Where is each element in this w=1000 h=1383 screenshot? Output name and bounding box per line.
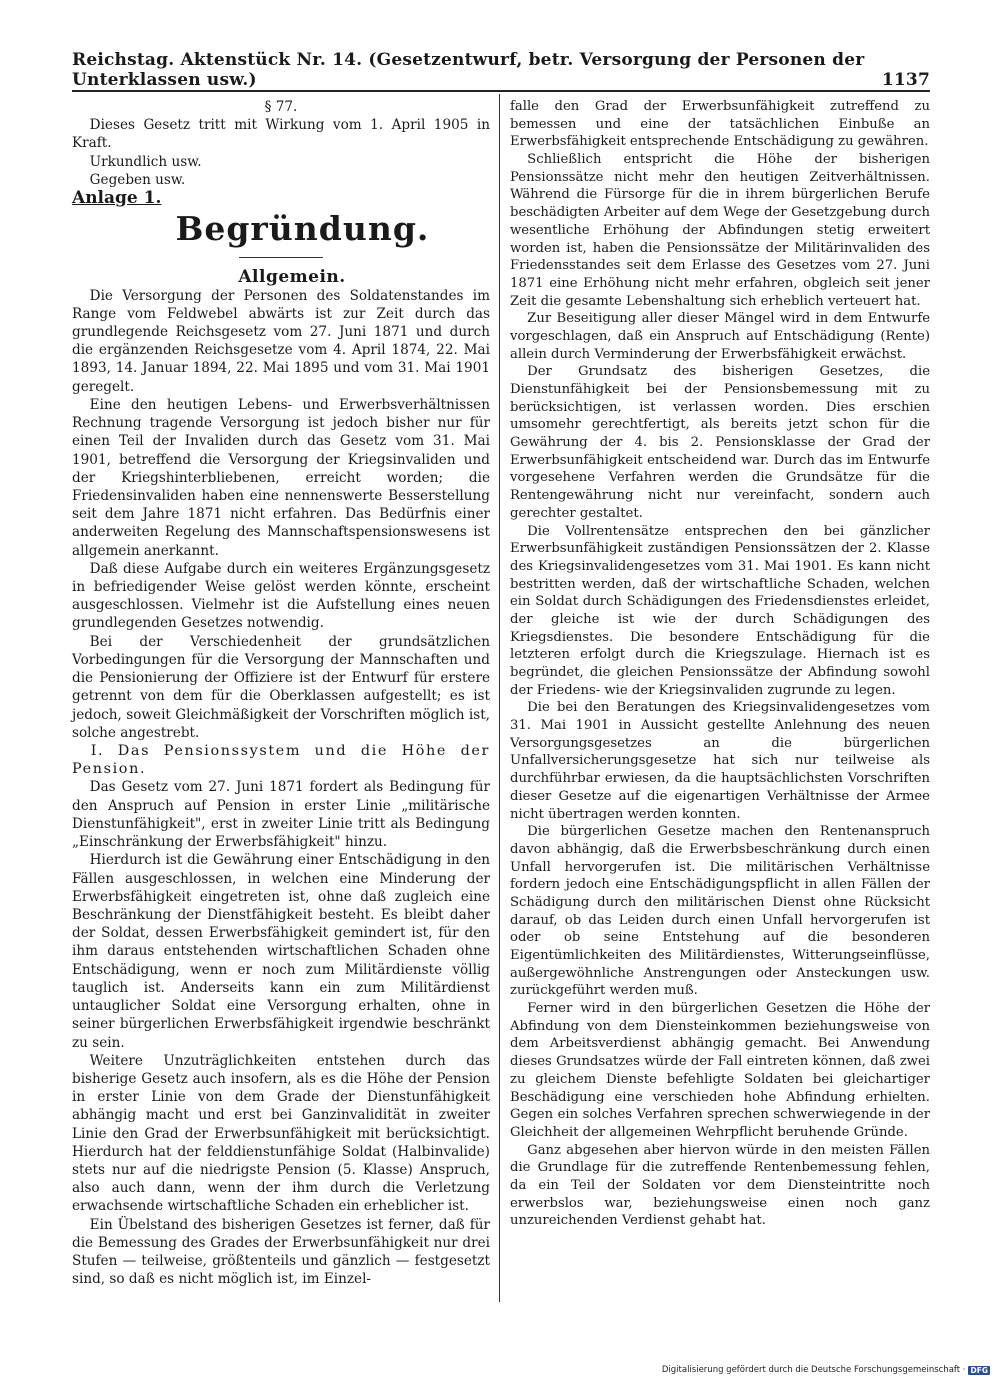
paragraph: falle den Grad der Erwerbsunfähigkeit zutreffend zu bemessen und eine der tatsächlichen Einbuße an Erwerbsfähigkeit entsprechende Entschädigung zu gewähren. <box>510 99 930 150</box>
paragraph: Zur Beseitigung aller dieser Mängel wird in dem Entwurfe vorgeschlagen, daß ein Anspruch auf Entschädigung (Rente) allein durch Verminderung der Erwerbsfähigkeit erwächst. <box>510 311 930 362</box>
paragraph: Die bürgerlichen Gesetze machen den Rentenanspruch davon abhängig, daß die Erwerbsbeschränkung durch einen Unfall hervorgerufen ist. Die militärischen Verhältnisse fordern jedoch eine Entschädigungspflicht in allen Fällen der Schädigung durch den militärischen Dienst ohne Rücksicht darauf, ob das Leiden durch einen Unfall hervorgerufen ist oder ob seine Entstehung auf die besonderen Eigentümlichkeiten des Militärdienstes, Witterungseinflüsse, außergewöhnliche Anstrengungen oder Ansteckungen usw. zurückgeführt werden muß. <box>510 824 930 999</box>
right-column <box>510 98 930 1230</box>
paragraph: Ferner wird in den bürgerlichen Gesetzen die Höhe der Abfindung von dem Diensteinkommen beziehungsweise von dem Arbeitsverdienst abhängig gemacht. Bei Anwendung dieses Grundsatzes würde der Fall eintreten können, daß zwei zu gleichem Dienste befehligte Soldaten bei gleichartiger Beschädigung eine verschieden hohe Abfindung erhielten. Gegen ein solches Verfahren sprechen schwerwiegende in der Gleichheit der allgemeinen Wehrpflicht beruhende Gründe. <box>510 1001 930 1140</box>
dfg-logo: DFG <box>970 1365 988 1375</box>
header-title: Reichstag. Aktenstück Nr. 14. (Gesetzentwurf, betr. Versorgung der Personen der Unterklassen usw.) <box>72 50 865 90</box>
paragraph: Weitere Unzuträglichkeiten entstehen durch das bisherige Gesetz auch insofern, als es die Höhe der Pension in erster Linie von dem Grade der Dienstunfähigkeit abhängig macht und erst bei Ganzinvalidität in zweiter Linie den Grad der Erwerbsunfähigkeit mit berücksichtigt. Hierdurch hat der felddienstunfähige Soldat (Halbinvalide) stets nur auf die niedrigste Pension (5. Klasse) Anspruch, also auch dann, wenn der ihm durch die Verletzung erwachsende wirtschaftliche Schaden ein erheblicher ist. <box>72 1052 490 1215</box>
paragraph: Urkundlich usw. <box>89 153 202 170</box>
paragraph: Das Gesetz vom 27. Juni 1871 fordert als Bedingung für den Anspruch auf Pension in erster Linie „militärische Dienstunfähigkeit", erst in zweiter Linie tritt als Bedingung „Einschränkung der Erwerbsfähigkeit" hinzu. <box>72 779 490 851</box>
column-divider <box>499 94 500 1302</box>
paragraph: Der Grundsatz des bisherigen Gesetzes, die Dienstunfähigkeit bei der Pensionsbemessung mit zu berücksichtigen, ist verlassen worden. Dies erschien umsomehr gerechtfertigt, als bereits jetzt schon für die Gewährung der 4. bis 2. Pensionsklasse der Grad der Erwerbsunfähigkeit entscheidend war. Durch das im Entwurfe vorgesehene Verfahren werden die Grundsätze für die Rentengewährung nicht nur vereinfacht, sondern auch gerechter gestaltet. <box>510 364 930 521</box>
paragraph: Die bei den Beratungen des Kriegsinvalidengesetzes vom 31. Mai 1901 in Aussicht gestellte Anlehnung des neuen Versorgungsgesetzes an die bürgerlichen Unfallversicherungsgesetze hat sich nur teilweise als durchführbar erwiesen, da die hauptsächlichsten Vorschriften dieser Gesetze auf die eigenartigen Verhältnisse der Armee nicht übertragen werden konnten. <box>510 700 930 822</box>
subtitle: Allgemein. <box>238 267 346 288</box>
section-heading: I. Das Pensionssystem und die Höhe der Pension. <box>72 743 490 778</box>
paragraph: Die Versorgung der Personen des Soldatenstandes im Range vom Feldwebel abwärts ist zur Zeit durch das grundlegende Reichsgesetz vom 27. Juni 1871 und durch die ergänzenden Reichsgesetze vom 4. April 1874, 22. Mai 1893, 14. Januar 1894, 22. Mai 1895 und vom 31. Mai 1901 geregelt. <box>72 287 490 395</box>
paragraph: Gegeben usw. <box>89 171 186 188</box>
page-title: Begründung. <box>175 209 430 249</box>
paragraph: Eine den heutigen Lebens- und Erwerbsverhältnissen Rechnung tragende Versorgung ist jedoch bisher nur für einen Teil der Invaliden durch das Gesetz vom 31. Mai 1901, betreffend die Versorgung der Kriegsinvaliden und der Kriegshinterbliebenen, erreicht worden; die Friedensinvaliden haben eine nennenswerte Besserstellung seit dem Jahre 1871 nicht erfahren. Das Bedürfnis einer anderweiten Regelung des Mannschaftspensionswesens ist allgemein anerkannt. <box>72 396 490 559</box>
section-number: § 77. <box>264 99 298 115</box>
credit-text: Digitalisierung gefördert durch die Deutsche Forschungsgemeinschaft · <box>661 1365 966 1375</box>
paragraph: Ein Übelstand des bisherigen Gesetzes ist ferner, daß für die Bemessung des Grades der Erwerbsunfähigkeit nur drei Stufen — teilweise, größtenteils und gänzlich — festgesetzt sind, so daß es nicht möglich ist, im Einzel- <box>72 1216 490 1288</box>
paragraph: Schließlich entspricht die Höhe der bisherigen Pensionssätze nicht mehr den heutigen Zeitverhältnissen. Während die Fürsorge für die in ihrem bürgerlichen Berufe beschädigten Arbeiter auf dem Wege der Gesetzgebung durch wesentliche Erhöhung der Abfindungen stetig erweitert worden ist, haben die Pensionssätze der Militärinvaliden des Friedensstandes seit dem Erlasse des Gesetzes vom 27. Juni 1871 eine Erhöhung nicht mehr erfahren, obgleich seit jener Zeit die gesamte Lebenshaltung sich erheblich verteuert hat. <box>510 152 930 309</box>
paragraph: Hierdurch ist die Gewährung einer Entschädigung in den Fällen ausgeschlossen, in welchen eine Minderung der Erwerbsfähigkeit eingetreten ist, ohne daß zugleich eine Beschränkung der Dienstfähigkeit besteht. Es bleibt daher der Soldat, dessen Erwerbsfähigkeit gemindert ist, für den ihm daraus entstehenden wirtschaftlichen Schaden ohne Entschädigung, wenn er noch zum Militärdienste völlig tauglich ist. Anderseits kann ein zum Militärdienst untauglicher Soldat eine Versorgung erhalten, ohne in seiner bürgerlichen Erwerbsfähigkeit irgendwie beschränkt zu sein. <box>72 852 490 1051</box>
paragraph: Daß diese Aufgabe durch ein weiteres Ergänzungsgesetz in befriedigender Weise gelöst werden könnte, erscheint ausgeschlossen. Vielmehr ist die Aufstellung eines neuen grundlegenden Gesetzes notwendig. <box>72 560 490 632</box>
paragraph: Dieses Gesetz tritt mit Wirkung vom 1. April 1905 in Kraft. <box>72 117 490 152</box>
digitization-credit <box>662 1365 990 1375</box>
left-column <box>72 98 490 1289</box>
paragraph: Die Vollrentensätze entsprechen den bei gänzlicher Erwerbsunfähigkeit zuständigen Pensionssätzen der 2. Klasse des Kriegsinvalidengesetzes vom 31. Mai 1901. Es kann nicht bestritten werden, daß der wirtschaftliche Schaden, welchen ein Soldat durch Schädigungen des Friedensdienstes erleidet, der gleiche ist wie der durch Schädigungen des Kriegsdienstes. Die besondere Entschädigung für die letzteren erfolgt durch die Kriegszulage. Hiernach ist es begründet, die gleichen Pensionssätze der Abfindung sowohl der Friedens- wie der Kriegsinvaliden zugrunde zu legen. <box>510 523 930 698</box>
annex-label: Anlage 1. <box>72 188 162 209</box>
page-number: 1137 <box>881 70 930 90</box>
running-header <box>72 50 930 92</box>
paragraph: Bei der Verschiedenheit der grundsätzlichen Vorbedingungen für die Versorgung der Mannschaften und die Pensionierung der Offiziere ist der Entwurf für erstere getrennt von dem für die Oberklassen aufgestellt; es ist jedoch, soweit Gleichmäßigkeit der Vorschriften möglich ist, solche angestrebt. <box>72 633 490 741</box>
paragraph: Ganz abgesehen aber hiervon würde in den meisten Fällen die Grundlage für die zutreffende Rentenbemessung fehlen, da ein Teil der Soldaten vor dem Diensteintritte noch erwerbslos war, beziehungsweise einen noch ganz unzureichenden Verdienst gehabt hat. <box>510 1142 930 1229</box>
title-rule <box>239 257 323 258</box>
